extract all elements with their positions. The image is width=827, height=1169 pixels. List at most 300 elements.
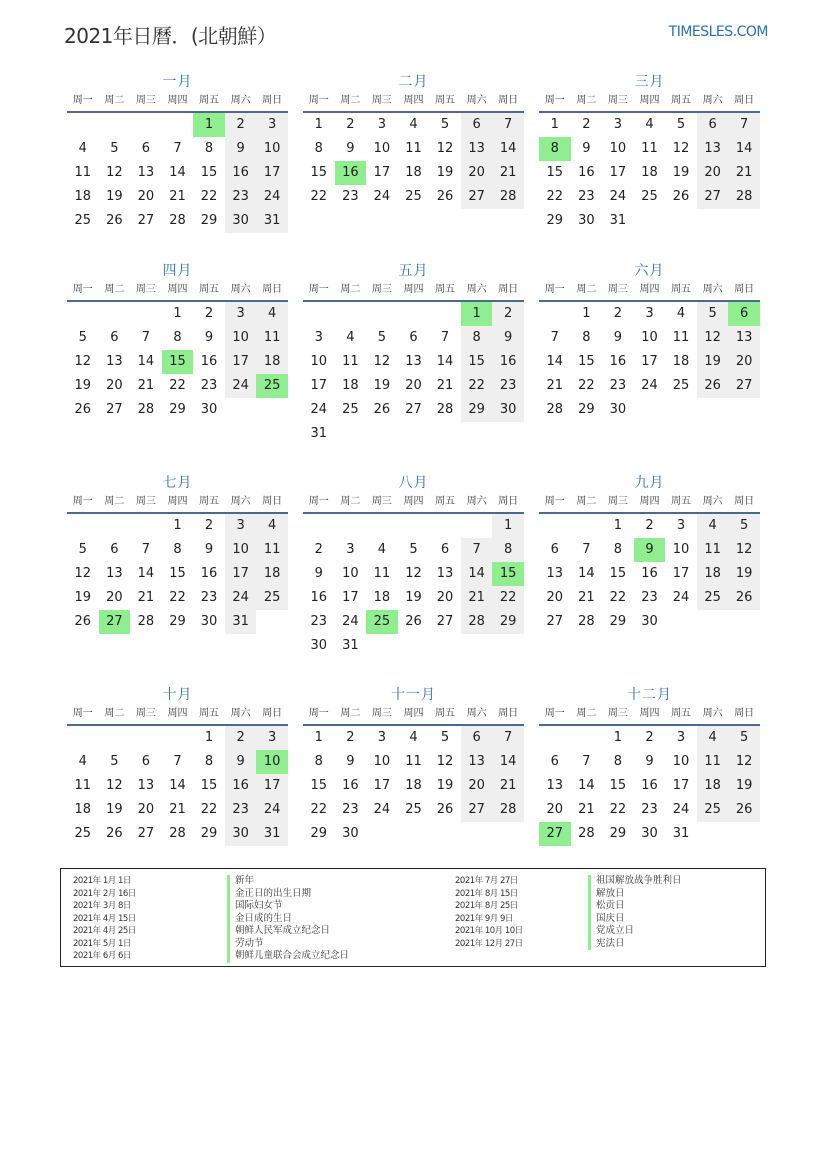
day-cell: 30 bbox=[492, 398, 524, 422]
day-cell: 12 bbox=[436, 754, 454, 769]
month-name: 十月 bbox=[162, 687, 193, 703]
week-row bbox=[303, 302, 524, 326]
empty-cell bbox=[728, 610, 760, 634]
day-cell: 9 bbox=[204, 330, 214, 345]
day-cell: 29 bbox=[200, 213, 218, 228]
weekday-label: 周二 bbox=[104, 496, 125, 507]
day-cell: 24 bbox=[672, 590, 690, 605]
day-cell: 18 bbox=[641, 165, 658, 180]
day-cell: 12 bbox=[436, 141, 454, 156]
day-cell: 8 bbox=[204, 754, 214, 769]
empty-cell bbox=[539, 726, 571, 750]
day-cell: 26 bbox=[436, 189, 454, 204]
day-cell: 16 bbox=[200, 354, 218, 369]
empty-cell bbox=[492, 822, 524, 846]
week-row bbox=[67, 185, 288, 209]
day-cell: 30 bbox=[310, 638, 328, 653]
day-cell: 5 bbox=[728, 514, 760, 538]
day-cell: 29 bbox=[169, 402, 186, 417]
day-cell: 5 bbox=[440, 730, 450, 745]
empty-cell bbox=[67, 302, 99, 326]
day-cell: 19 bbox=[106, 802, 123, 817]
day-cell: 26 bbox=[672, 189, 690, 204]
day-cell: 24 bbox=[256, 185, 288, 209]
week-row bbox=[67, 350, 288, 374]
day-cell: 14 bbox=[436, 354, 454, 369]
day-cell: 21 bbox=[169, 802, 186, 817]
empty-cell bbox=[697, 822, 729, 846]
day-cell: 18 bbox=[256, 562, 288, 586]
weekday-label: 周三 bbox=[135, 708, 156, 719]
empty-cell bbox=[429, 822, 461, 846]
day-cell: 20 bbox=[546, 802, 564, 817]
month-block bbox=[67, 261, 288, 422]
day-cell: 17 bbox=[225, 350, 257, 374]
day-cell: 15 bbox=[310, 778, 328, 793]
weekday-label: 周四 bbox=[167, 95, 188, 106]
empty-cell bbox=[130, 302, 162, 326]
day-cell: 4 bbox=[256, 302, 288, 326]
day-cell: 26 bbox=[106, 213, 123, 228]
day-cell: 3 bbox=[613, 117, 623, 132]
day-cell: 24 bbox=[373, 802, 391, 817]
month-block bbox=[539, 72, 760, 233]
day-cell: 26 bbox=[106, 826, 123, 841]
weekday-label: 周三 bbox=[371, 284, 392, 295]
weekday-label: 周日 bbox=[498, 284, 519, 295]
week-row bbox=[539, 562, 760, 586]
holiday-name: 朝鲜人民军成立纪念日 bbox=[227, 925, 349, 938]
day-cell: 29 bbox=[609, 826, 627, 841]
day-cell: 4 bbox=[78, 754, 87, 769]
day-cell: 21 bbox=[137, 378, 155, 393]
day-cell: 14 bbox=[492, 137, 524, 161]
day-cell: 31 bbox=[256, 209, 288, 233]
empty-cell bbox=[67, 113, 99, 137]
day-cell: 10 bbox=[609, 141, 627, 156]
empty-cell bbox=[665, 209, 697, 233]
empty-cell bbox=[303, 302, 335, 326]
day-cell: 18 bbox=[405, 778, 422, 793]
day-cell: 18 bbox=[74, 189, 92, 204]
day-cell: 19 bbox=[74, 378, 92, 393]
empty-cell bbox=[130, 726, 162, 750]
week-row bbox=[539, 586, 760, 610]
day-cell: 27 bbox=[539, 822, 571, 846]
day-cell: 6 bbox=[461, 726, 493, 750]
day-cell: 1 bbox=[173, 306, 182, 321]
day-cell: 9 bbox=[492, 326, 524, 350]
week-row bbox=[539, 514, 760, 538]
day-cell: 6 bbox=[550, 542, 559, 557]
week-row bbox=[303, 374, 524, 398]
day-cell: 2 bbox=[204, 518, 214, 533]
week-row bbox=[539, 538, 760, 562]
day-cell: 13 bbox=[137, 165, 155, 180]
day-cell: 3 bbox=[676, 730, 686, 745]
day-cell: 24 bbox=[256, 798, 288, 822]
day-cell: 1 bbox=[550, 117, 559, 132]
weekday-label: 周三 bbox=[371, 708, 392, 719]
day-cell: 18 bbox=[697, 774, 729, 798]
day-cell: 24 bbox=[225, 374, 257, 398]
day-cell: 7 bbox=[440, 330, 450, 345]
weekday-label: 周六 bbox=[230, 708, 251, 719]
weekday-label: 周六 bbox=[466, 95, 487, 106]
day-cell: 6 bbox=[110, 542, 119, 557]
day-cell: 16 bbox=[641, 778, 658, 793]
day-cell: 9 bbox=[346, 754, 355, 769]
day-cell: 27 bbox=[436, 614, 454, 629]
empty-cell bbox=[634, 398, 666, 422]
day-cell: 25 bbox=[74, 213, 92, 228]
empty-cell bbox=[492, 634, 524, 658]
day-cell: 19 bbox=[436, 165, 454, 180]
weekday-label: 周一 bbox=[72, 496, 93, 507]
day-cell: 28 bbox=[169, 213, 186, 228]
holiday-date: 2021年 5月 1日 bbox=[73, 938, 131, 949]
month-name: 十二月 bbox=[627, 687, 672, 703]
empty-cell bbox=[67, 514, 99, 538]
day-cell: 16 bbox=[335, 161, 367, 185]
holiday-date: 2021年 1月 1日 bbox=[73, 876, 131, 886]
weekday-header bbox=[303, 92, 524, 113]
day-cell: 18 bbox=[373, 590, 391, 605]
weekday-label: 周六 bbox=[702, 496, 723, 507]
weekday-label: 周日 bbox=[734, 708, 755, 719]
day-cell: 21 bbox=[578, 802, 595, 817]
weekday-label: 周四 bbox=[639, 496, 660, 507]
day-cell: 27 bbox=[461, 185, 493, 209]
day-cell: 31 bbox=[609, 213, 627, 228]
month-name: 七月 bbox=[162, 475, 193, 491]
day-cell: 10 bbox=[225, 326, 257, 350]
day-cell: 13 bbox=[461, 750, 493, 774]
day-cell: 16 bbox=[492, 350, 524, 374]
day-cell: 13 bbox=[461, 137, 493, 161]
weekday-label: 周一 bbox=[544, 496, 565, 507]
day-cell: 21 bbox=[578, 590, 595, 605]
day-cell: 23 bbox=[225, 798, 257, 822]
holiday-name: 国庆日 bbox=[588, 913, 682, 926]
holiday-date: 2021年 4月 25日 bbox=[73, 926, 136, 936]
day-cell: 23 bbox=[225, 185, 257, 209]
week-row bbox=[539, 374, 760, 398]
weekday-label: 周四 bbox=[167, 496, 188, 507]
day-cell: 9 bbox=[314, 566, 323, 581]
day-cell: 25 bbox=[342, 402, 359, 417]
weekday-label: 周日 bbox=[734, 284, 755, 295]
day-cell: 7 bbox=[492, 726, 524, 750]
day-cell: 30 bbox=[609, 402, 627, 417]
day-cell: 1 bbox=[613, 730, 623, 745]
day-cell: 22 bbox=[492, 586, 524, 610]
day-cell: 20 bbox=[461, 774, 493, 798]
day-cell: 23 bbox=[200, 378, 218, 393]
day-cell: 3 bbox=[676, 518, 686, 533]
day-cell: 24 bbox=[225, 586, 257, 610]
day-cell: 17 bbox=[342, 590, 359, 605]
day-cell: 15 bbox=[200, 778, 218, 793]
day-cell: 9 bbox=[613, 330, 623, 345]
holiday-name: 新年 bbox=[227, 875, 349, 888]
day-cell: 12 bbox=[405, 566, 422, 581]
day-cell: 25 bbox=[405, 802, 422, 817]
day-cell: 11 bbox=[256, 326, 288, 350]
weekday-label: 周日 bbox=[734, 95, 755, 106]
weekday-label: 周三 bbox=[135, 496, 156, 507]
weekday-label: 周五 bbox=[199, 284, 220, 295]
day-cell: 28 bbox=[492, 798, 524, 822]
weekday-label: 周五 bbox=[199, 708, 220, 719]
weekday-header bbox=[539, 281, 760, 302]
day-cell: 23 bbox=[200, 590, 218, 605]
day-cell: 16 bbox=[641, 566, 658, 581]
day-cell: 7 bbox=[141, 542, 151, 557]
holiday-date: 2021年 4月 15日 bbox=[73, 913, 136, 924]
week-row bbox=[539, 326, 760, 350]
day-cell: 1 bbox=[613, 518, 623, 533]
day-cell: 22 bbox=[546, 189, 564, 204]
empty-cell bbox=[398, 514, 430, 538]
day-cell: 27 bbox=[137, 826, 155, 841]
week-row bbox=[539, 774, 760, 798]
day-cell: 18 bbox=[405, 165, 422, 180]
day-cell: 25 bbox=[366, 610, 398, 634]
day-cell: 8 bbox=[539, 137, 571, 161]
day-cell: 22 bbox=[310, 189, 328, 204]
day-cell: 6 bbox=[409, 330, 418, 345]
day-cell: 21 bbox=[492, 161, 524, 185]
week-row bbox=[303, 538, 524, 562]
day-cell: 25 bbox=[74, 826, 92, 841]
day-cell: 5 bbox=[78, 542, 87, 557]
week-row bbox=[303, 113, 524, 137]
weekday-label: 周一 bbox=[308, 496, 329, 507]
weekday-label: 周日 bbox=[262, 95, 283, 106]
day-cell: 20 bbox=[137, 189, 155, 204]
day-cell: 3 bbox=[645, 306, 654, 321]
day-cell: 8 bbox=[613, 542, 623, 557]
week-row bbox=[539, 610, 760, 634]
day-cell: 20 bbox=[461, 161, 493, 185]
day-cell: 16 bbox=[609, 354, 627, 369]
month-block bbox=[303, 685, 524, 846]
day-cell: 13 bbox=[546, 566, 564, 581]
day-cell: 2 bbox=[225, 726, 257, 750]
empty-cell bbox=[398, 634, 430, 658]
day-cell: 30 bbox=[225, 209, 257, 233]
day-cell: 2 bbox=[346, 117, 355, 132]
day-cell: 24 bbox=[672, 802, 690, 817]
empty-cell bbox=[539, 302, 571, 326]
week-row bbox=[67, 398, 288, 422]
week-row bbox=[303, 750, 524, 774]
weekday-header bbox=[303, 705, 524, 726]
empty-cell bbox=[697, 398, 729, 422]
day-cell: 28 bbox=[436, 402, 454, 417]
day-cell: 22 bbox=[609, 590, 627, 605]
day-cell: 10 bbox=[373, 141, 391, 156]
weekday-label: 周一 bbox=[72, 95, 93, 106]
legend-names-left bbox=[227, 875, 349, 963]
week-row bbox=[67, 137, 288, 161]
day-cell: 1 bbox=[314, 117, 323, 132]
day-cell: 26 bbox=[436, 802, 454, 817]
week-row bbox=[67, 113, 288, 137]
day-cell: 29 bbox=[310, 826, 328, 841]
day-cell: 19 bbox=[672, 165, 690, 180]
week-row bbox=[67, 586, 288, 610]
day-cell: 19 bbox=[405, 590, 422, 605]
day-cell: 6 bbox=[461, 113, 493, 137]
day-cell: 11 bbox=[256, 538, 288, 562]
weekday-label: 周六 bbox=[466, 708, 487, 719]
day-cell: 31 bbox=[672, 826, 690, 841]
month-name: 八月 bbox=[398, 475, 429, 491]
day-cell: 14 bbox=[546, 354, 564, 369]
day-cell: 16 bbox=[310, 590, 328, 605]
day-cell: 13 bbox=[436, 566, 454, 581]
holiday-date: 2021年 3月 8日 bbox=[73, 901, 131, 911]
weekday-label: 周六 bbox=[702, 708, 723, 719]
day-cell: 3 bbox=[256, 726, 288, 750]
empty-cell bbox=[697, 209, 729, 233]
day-cell: 30 bbox=[578, 213, 595, 228]
day-cell: 11 bbox=[373, 566, 391, 581]
day-cell: 1 bbox=[193, 113, 225, 137]
day-cell: 27 bbox=[405, 402, 422, 417]
weekday-header bbox=[67, 281, 288, 302]
day-cell: 3 bbox=[314, 330, 323, 345]
day-cell: 21 bbox=[137, 590, 155, 605]
empty-cell bbox=[728, 822, 760, 846]
day-cell: 11 bbox=[672, 330, 690, 345]
day-cell: 28 bbox=[137, 614, 155, 629]
week-row bbox=[303, 726, 524, 750]
day-cell: 24 bbox=[310, 402, 328, 417]
weekday-label: 周五 bbox=[199, 95, 220, 106]
empty-cell bbox=[335, 514, 367, 538]
day-cell: 26 bbox=[697, 374, 729, 398]
day-cell: 6 bbox=[550, 754, 559, 769]
day-cell: 29 bbox=[546, 213, 564, 228]
day-cell: 4 bbox=[409, 117, 418, 132]
day-cell: 24 bbox=[641, 378, 658, 393]
holiday-date: 2021年 8月 25日 bbox=[455, 901, 518, 911]
day-cell: 29 bbox=[169, 614, 186, 629]
day-cell: 17 bbox=[641, 354, 658, 369]
day-cell: 12 bbox=[728, 750, 760, 774]
weekday-header bbox=[303, 281, 524, 302]
day-cell: 13 bbox=[697, 137, 729, 161]
empty-cell bbox=[429, 302, 461, 326]
day-cell: 12 bbox=[672, 141, 690, 156]
day-cell: 15 bbox=[310, 165, 328, 180]
month-block bbox=[67, 685, 288, 846]
month-name: 十一月 bbox=[391, 687, 436, 703]
day-cell: 5 bbox=[697, 302, 729, 326]
day-cell: 26 bbox=[74, 402, 92, 417]
day-cell: 22 bbox=[578, 378, 595, 393]
weekday-label: 周日 bbox=[262, 284, 283, 295]
day-cell: 20 bbox=[137, 802, 155, 817]
empty-cell bbox=[492, 422, 524, 446]
day-cell: 24 bbox=[342, 614, 359, 629]
week-row bbox=[67, 326, 288, 350]
day-cell: 11 bbox=[641, 141, 658, 156]
day-cell: 19 bbox=[74, 590, 92, 605]
day-cell: 11 bbox=[697, 750, 729, 774]
day-cell: 6 bbox=[728, 302, 760, 326]
holiday-legend bbox=[60, 868, 766, 967]
holiday-date: 2021年 9月 9日 bbox=[455, 913, 513, 924]
weekday-header bbox=[303, 493, 524, 514]
day-cell: 8 bbox=[582, 330, 591, 345]
day-cell: 9 bbox=[225, 750, 257, 774]
day-cell: 18 bbox=[697, 562, 729, 586]
day-cell: 10 bbox=[641, 330, 658, 345]
day-cell: 11 bbox=[405, 754, 422, 769]
day-cell: 26 bbox=[373, 402, 391, 417]
day-cell: 4 bbox=[256, 514, 288, 538]
day-cell: 12 bbox=[106, 778, 123, 793]
day-cell: 14 bbox=[169, 778, 186, 793]
holiday-name: 金正日的出生日期 bbox=[227, 888, 349, 901]
week-row bbox=[303, 398, 524, 422]
day-cell: 20 bbox=[106, 378, 123, 393]
day-cell: 7 bbox=[461, 538, 493, 562]
day-cell: 7 bbox=[550, 330, 559, 345]
day-cell: 19 bbox=[436, 778, 454, 793]
week-row bbox=[303, 774, 524, 798]
day-cell: 8 bbox=[173, 542, 182, 557]
empty-cell bbox=[162, 113, 194, 137]
day-cell: 9 bbox=[346, 141, 355, 156]
day-cell: 6 bbox=[110, 330, 119, 345]
day-cell: 9 bbox=[634, 538, 666, 562]
day-cell: 11 bbox=[74, 165, 92, 180]
day-cell: 6 bbox=[141, 754, 151, 769]
weekday-label: 周二 bbox=[340, 496, 361, 507]
day-cell: 11 bbox=[342, 354, 359, 369]
day-cell: 12 bbox=[74, 566, 92, 581]
day-cell: 22 bbox=[200, 802, 218, 817]
day-cell: 1 bbox=[204, 730, 214, 745]
day-cell: 10 bbox=[256, 137, 288, 161]
day-cell: 10 bbox=[256, 750, 288, 774]
day-cell: 3 bbox=[346, 542, 355, 557]
holiday-name: 金日成的生日 bbox=[227, 913, 349, 926]
day-cell: 26 bbox=[74, 614, 92, 629]
month-name: 六月 bbox=[634, 263, 665, 279]
holiday-date: 2021年 12月 27日 bbox=[455, 938, 523, 949]
day-cell: 14 bbox=[728, 137, 760, 161]
day-cell: 6 bbox=[697, 113, 729, 137]
weekday-label: 周一 bbox=[308, 284, 329, 295]
day-cell: 4 bbox=[409, 730, 418, 745]
week-row bbox=[303, 822, 524, 846]
day-cell: 2 bbox=[314, 542, 323, 557]
empty-cell bbox=[665, 610, 697, 634]
day-cell: 27 bbox=[137, 213, 155, 228]
holiday-name: 国际妇女节 bbox=[227, 900, 349, 913]
empty-cell bbox=[99, 302, 131, 326]
legend-names-right bbox=[588, 875, 682, 950]
day-cell: 27 bbox=[546, 614, 564, 629]
day-cell: 1 bbox=[461, 302, 493, 326]
day-cell: 12 bbox=[106, 165, 123, 180]
